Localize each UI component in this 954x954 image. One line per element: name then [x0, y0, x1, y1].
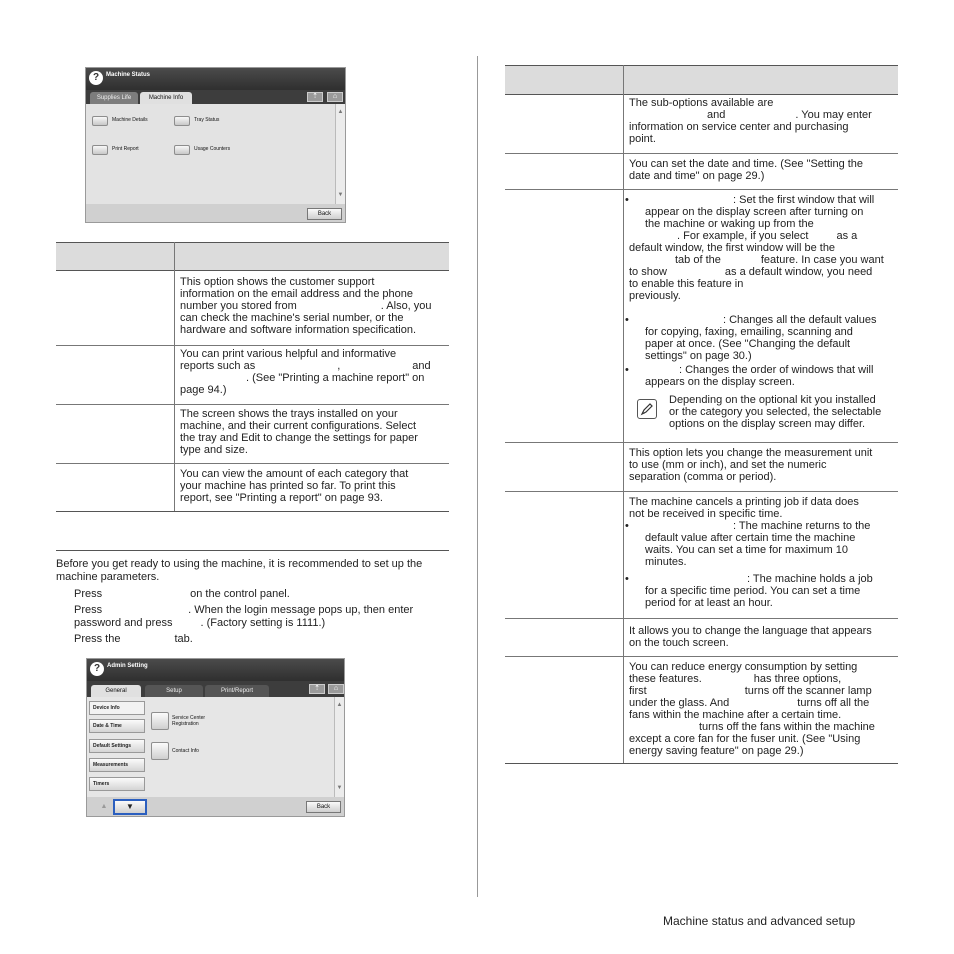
row-divider: [505, 618, 898, 619]
cell-text: waits. You can set a time for maximum 10: [645, 544, 848, 556]
step-text: Press: [74, 588, 103, 600]
cell-fragment: as a: [836, 230, 858, 242]
cell-text: the tray and Edit to change the settings for paper: [180, 432, 418, 444]
cell-text: [629, 109, 897, 121]
cell-text: paper at once. (See "Changing the default: [645, 338, 851, 350]
tab-machine-info[interactable]: Machine Info: [140, 92, 192, 104]
cell-text: page 94.): [180, 384, 227, 396]
cell-text: on the touch screen.: [629, 637, 729, 649]
row-divider: [56, 404, 449, 405]
cell-text: separation (comma or period).: [629, 471, 777, 483]
cell-text: [629, 685, 897, 697]
bullet-text: [645, 194, 897, 242]
cell-text: date and time" on page 29.): [629, 170, 765, 182]
step-3: [74, 633, 193, 645]
cell-text: [629, 254, 897, 266]
cell-fragment: under the glass. And: [629, 697, 730, 709]
intro-line: machine parameters.: [56, 571, 160, 583]
contact-info-label: Contact Info: [172, 748, 199, 754]
admin-setting-screen: [86, 658, 345, 817]
table-row: [629, 447, 897, 483]
sidebar-item-timers[interactable]: Timers: [89, 777, 145, 791]
machine-info-panel: [86, 104, 335, 204]
step-text: password and press: [74, 617, 173, 629]
sidebar-item-date-time[interactable]: Date & Time: [89, 719, 145, 733]
tab-bar: [87, 681, 344, 697]
cell-text: information on service center and purchasing: [629, 121, 849, 133]
scroll-up-icon[interactable]: ▲: [337, 109, 344, 115]
cell-fragment: feature. In case you want: [760, 254, 884, 266]
table-row: [180, 348, 448, 396]
step-text: . When the login message pops up, then enter: [188, 604, 414, 616]
cell-fragment: turns off the scanner lamp: [744, 685, 872, 697]
tab-general[interactable]: General: [91, 685, 141, 697]
table-row: [629, 97, 897, 145]
row-divider: [505, 442, 898, 443]
cell-text: period for at least an hour.: [645, 597, 773, 609]
cell-fragment: to show: [629, 266, 667, 278]
note-icon: [637, 399, 657, 419]
cell-text: : Changes the order of windows that will: [679, 364, 874, 376]
tab-setup[interactable]: Setup: [145, 685, 203, 697]
cell-text: except a core fan for the fuser unit. (See "Using: [629, 733, 861, 745]
cell-fragment: has three options,: [753, 673, 842, 685]
cell-text: to enable this feature in: [629, 278, 744, 290]
cell-text: machine, and their current configurations. Select: [180, 420, 417, 432]
cell-fragment: ,: [337, 360, 341, 372]
cell-text: point.: [629, 133, 656, 145]
row-divider: [505, 491, 898, 492]
step-text: tab.: [174, 633, 193, 645]
print-report-label: Print Report: [112, 146, 139, 152]
back-button[interactable]: Back: [306, 801, 341, 813]
table-row: [180, 276, 448, 336]
cell-text: type and size.: [180, 444, 248, 456]
cell-text: This option lets you change the measurement unit: [629, 447, 873, 459]
cell-text: information on the email address and the phone: [180, 288, 413, 300]
cell-text: default window, the first window will be the: [629, 242, 836, 254]
bullet-text: [629, 242, 897, 302]
cell-text: hardware and software information specification.: [180, 324, 417, 336]
bullet: •: [625, 364, 629, 376]
row-divider: [505, 153, 898, 154]
page-down-icon[interactable]: ▼: [113, 799, 147, 815]
cell-fragment: . For example, if you select: [677, 230, 809, 242]
cell-text: [180, 360, 448, 372]
scroll-up-icon[interactable]: ▲: [336, 702, 343, 708]
export-icon[interactable]: ⇡: [307, 92, 323, 102]
print-report-button[interactable]: [92, 145, 108, 155]
scroll-down-icon[interactable]: ▼: [337, 192, 344, 198]
cell-text: The sub-options available are: [629, 97, 774, 109]
cell-text: not be received in specific time.: [629, 508, 783, 520]
step-2-cont: [74, 617, 325, 629]
table-header: [56, 242, 449, 271]
usage-counters-button[interactable]: [174, 145, 190, 155]
bullet-text: [645, 573, 897, 609]
bullet-text: [645, 520, 897, 568]
cell-text: : Set the first window that will: [733, 194, 875, 206]
cell-text: Depending on the optional kit you installed: [669, 394, 876, 406]
cell-text: : Changes all the default values: [723, 314, 877, 326]
cell-text: The screen shows the trays installed on your: [180, 408, 398, 420]
home-icon[interactable]: ⌂: [328, 684, 344, 694]
step-1: [74, 588, 290, 600]
cell-text: You can set the date and time. (See "Setting the: [629, 158, 864, 170]
cell-text: or the category you selected, the selectable: [669, 406, 882, 418]
cell-text: [629, 673, 897, 685]
tab-bar: [86, 90, 345, 104]
machine-details-button[interactable]: [92, 116, 108, 126]
cell-text: your machine has printed so far. To print this: [180, 480, 396, 492]
cell-text: : The machine returns to the: [733, 520, 871, 532]
cell-text: [629, 266, 897, 278]
cell-text: energy saving feature" on page 29.): [629, 745, 804, 757]
row-divider: [56, 345, 449, 346]
cell-text: [645, 230, 897, 242]
cell-fragment: and: [707, 109, 726, 121]
bottom-bar: [86, 204, 345, 223]
tab-supplies-life[interactable]: Supplies Life: [90, 92, 138, 104]
help-icon[interactable]: ?: [90, 662, 104, 676]
cell-text: You can reduce energy consumption by setting: [629, 661, 858, 673]
column-divider: [174, 242, 175, 512]
cell-text: You can print various helpful and informative: [180, 348, 397, 360]
machine-details-label: Machine Details: [112, 117, 148, 123]
cell-text: the machine or waking up from the: [645, 218, 814, 230]
screen-title-bar: [86, 68, 345, 90]
bullet-text: [645, 314, 897, 362]
page-footer: Machine status and advanced setup: [663, 914, 856, 928]
cell-text: previously.: [629, 290, 681, 302]
tray-status-button[interactable]: [174, 116, 190, 126]
row-divider: [56, 511, 449, 512]
note-text: [669, 394, 897, 430]
row-divider: [56, 463, 449, 464]
step-2: [74, 604, 413, 616]
tab-print-report[interactable]: Print/Report: [205, 685, 269, 697]
page-up-icon[interactable]: ▲: [100, 803, 108, 810]
export-icon[interactable]: ⇡: [309, 684, 325, 694]
back-button[interactable]: Back: [307, 208, 342, 220]
cell-fragment: turns off all the: [797, 697, 870, 709]
service-center-button[interactable]: [151, 712, 169, 730]
cell-text: can check the machine's serial number, or the: [180, 312, 404, 324]
step-text: . (Factory setting is 1111.): [200, 617, 326, 629]
cell-fragment: these features.: [629, 673, 702, 685]
cell-text: report, see "Printing a report" on page 93.: [180, 492, 383, 504]
intro-line: Before you get ready to using the machine, it is recommended to set up the: [56, 558, 423, 570]
table-row: [180, 408, 448, 456]
bullet: •: [625, 520, 629, 532]
sidebar-item-measurements[interactable]: Measurements: [89, 758, 145, 772]
cell-text: : The machine holds a job: [747, 573, 873, 585]
machine-status-screen: [85, 67, 346, 223]
usage-counters-label: Usage Counters: [194, 146, 231, 152]
cell-text: for copying, faxing, emailing, scanning and: [645, 326, 853, 338]
sidebar-item-default-settings[interactable]: Default Settings: [89, 739, 145, 753]
tray-status-label: Tray Status: [194, 117, 220, 123]
section-divider: [56, 550, 449, 551]
contact-info-button[interactable]: [151, 742, 169, 760]
cell-text: options on the display screen may differ.: [669, 418, 866, 430]
cell-text: to use (mm or inch), and set the numeric: [629, 459, 827, 471]
cell-fragment: tab of the: [675, 254, 721, 266]
bullet: •: [625, 573, 629, 585]
table-row: [625, 496, 897, 609]
cell-fragment: . Also, you: [380, 300, 432, 312]
table-header: [505, 65, 898, 95]
column-separator: [477, 56, 478, 897]
cell-text: [180, 300, 448, 312]
cell-fragment: first: [629, 685, 647, 697]
step-text: Press the: [74, 633, 121, 645]
scroll-down-icon[interactable]: ▼: [336, 785, 343, 791]
bottom-bar: [87, 797, 344, 817]
bullet-text: [645, 364, 897, 388]
screen-title: Machine Status: [106, 72, 151, 78]
cell-text: minutes.: [645, 556, 687, 568]
home-icon[interactable]: ⌂: [327, 92, 343, 102]
cell-fragment: reports such as: [180, 360, 256, 372]
cell-text: [629, 697, 897, 709]
cell-text: turns off the fans within the machine: [699, 721, 875, 733]
table-row: [629, 661, 897, 757]
cell-fragment: as a default window, you need: [724, 266, 873, 278]
service-center-label: Service Center Registration: [172, 715, 206, 727]
cell-text: You can view the amount of each category that: [180, 468, 409, 480]
cell-text: The machine cancels a printing job if data does: [629, 496, 859, 508]
scrollbar[interactable]: [334, 697, 344, 797]
column-divider: [623, 65, 624, 764]
right-options-table: [505, 65, 898, 765]
row-divider: [505, 189, 898, 190]
help-icon[interactable]: ?: [89, 71, 103, 85]
cell-text: It allows you to change the language that appears: [629, 625, 872, 637]
row-divider: [505, 656, 898, 657]
bullet: •: [625, 194, 629, 206]
table-row: [180, 468, 448, 504]
cell-text: fans within the machine after a certain time.: [629, 709, 842, 721]
cell-text: default value after certain time the machine: [645, 532, 856, 544]
cell-text: This option shows the customer support: [180, 276, 375, 288]
step-text: Press: [74, 604, 103, 616]
table-row: [629, 158, 897, 182]
cell-text: . (See "Printing a machine report" on: [246, 372, 425, 384]
cell-fragment: number you stored from: [180, 300, 297, 312]
cell-text: for a specific time period. You can set a time: [645, 585, 861, 597]
step-text: on the control panel.: [190, 588, 290, 600]
screen-title-bar: [87, 659, 344, 681]
cell-fragment: . You may enter: [795, 109, 872, 121]
bullet: •: [625, 314, 629, 326]
cell-text: appear on the display screen after turning on: [645, 206, 864, 218]
cell-text: settings" on page 30.): [645, 350, 752, 362]
scrollbar[interactable]: [335, 104, 345, 204]
general-panel: [87, 697, 334, 797]
screen-title: Admin Setting: [107, 663, 148, 669]
cell-fragment: and: [412, 360, 431, 372]
cell-text: appears on the display screen.: [645, 376, 795, 388]
sidebar-item-device-info[interactable]: Device Info: [89, 701, 145, 715]
left-options-table: [56, 242, 449, 512]
table-row: [629, 625, 897, 649]
row-divider: [505, 763, 898, 764]
